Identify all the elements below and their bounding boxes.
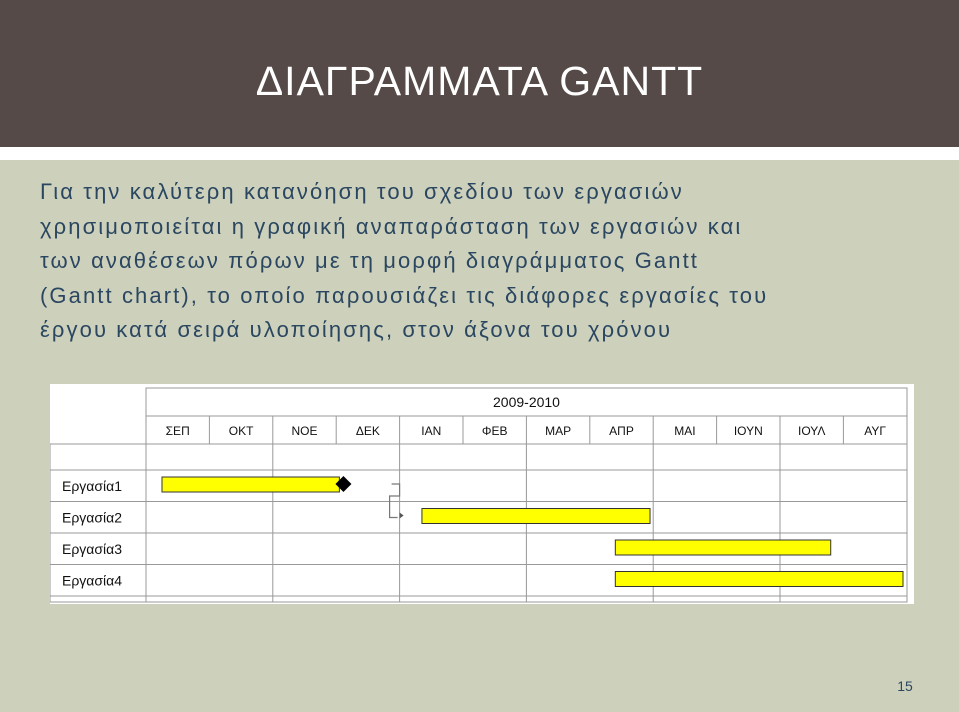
body-line: έργου κατά σειρά υλοποίησης, στον άξονα του χρόνου xyxy=(40,317,673,343)
task-bar xyxy=(615,540,830,555)
dependency-arrowhead xyxy=(400,513,404,519)
dependency-connector xyxy=(390,484,400,518)
task-bar xyxy=(422,509,650,524)
month-label: ΙΟΥΛ xyxy=(797,424,826,438)
gantt-grid xyxy=(50,388,907,602)
month-label: ΦΕΒ xyxy=(481,424,508,438)
month-label: ΑΥΓ xyxy=(864,424,886,438)
body-line: Για την καλύτερη κατανόηση του σχεδίου των εργασιών xyxy=(40,179,684,204)
month-label: ΜΑΙ xyxy=(674,424,696,438)
month-label: ΝΟΕ xyxy=(291,424,318,438)
gantt-svg xyxy=(50,384,914,604)
task-label: Εργασία4 xyxy=(62,572,123,589)
body-line: (Gantt chart), το οποίο παρουσιάζει τις διάφορες εργασίες του xyxy=(40,282,769,308)
task-label: Εργασία3 xyxy=(62,541,123,557)
month-label: ΜΑΡ xyxy=(545,424,572,438)
body-line: χρησιμοποιείται η γραφική αναπαράσταση των εργασιών και xyxy=(40,213,743,239)
title-bar xyxy=(0,0,959,147)
month-label: ΣΕΠ xyxy=(165,424,190,438)
body-text xyxy=(40,175,940,348)
gantt-bars xyxy=(62,476,903,589)
body-line: των αναθέσεων πόρων με τη μορφή διαγράμματος Gantt xyxy=(40,248,700,274)
task-bar xyxy=(162,477,339,492)
task-bar xyxy=(615,572,903,587)
month-label: ΙΑΝ xyxy=(421,424,442,438)
period-label: 2009-2010 xyxy=(493,394,560,410)
month-label: ΟΚΤ xyxy=(228,424,254,438)
gantt-chart xyxy=(50,384,914,604)
page-number: 15 xyxy=(897,678,913,694)
month-label: ΑΠΡ xyxy=(609,424,634,438)
slide-title: ΔΙΑΓΡΑΜΜΑΤΑ GANTT xyxy=(255,58,704,104)
task-label: Εργασία1 xyxy=(62,478,123,494)
month-label: ΙΟΥΝ xyxy=(733,424,763,438)
month-label: ΔΕΚ xyxy=(355,424,380,438)
task-label: Εργασία2 xyxy=(62,509,123,526)
